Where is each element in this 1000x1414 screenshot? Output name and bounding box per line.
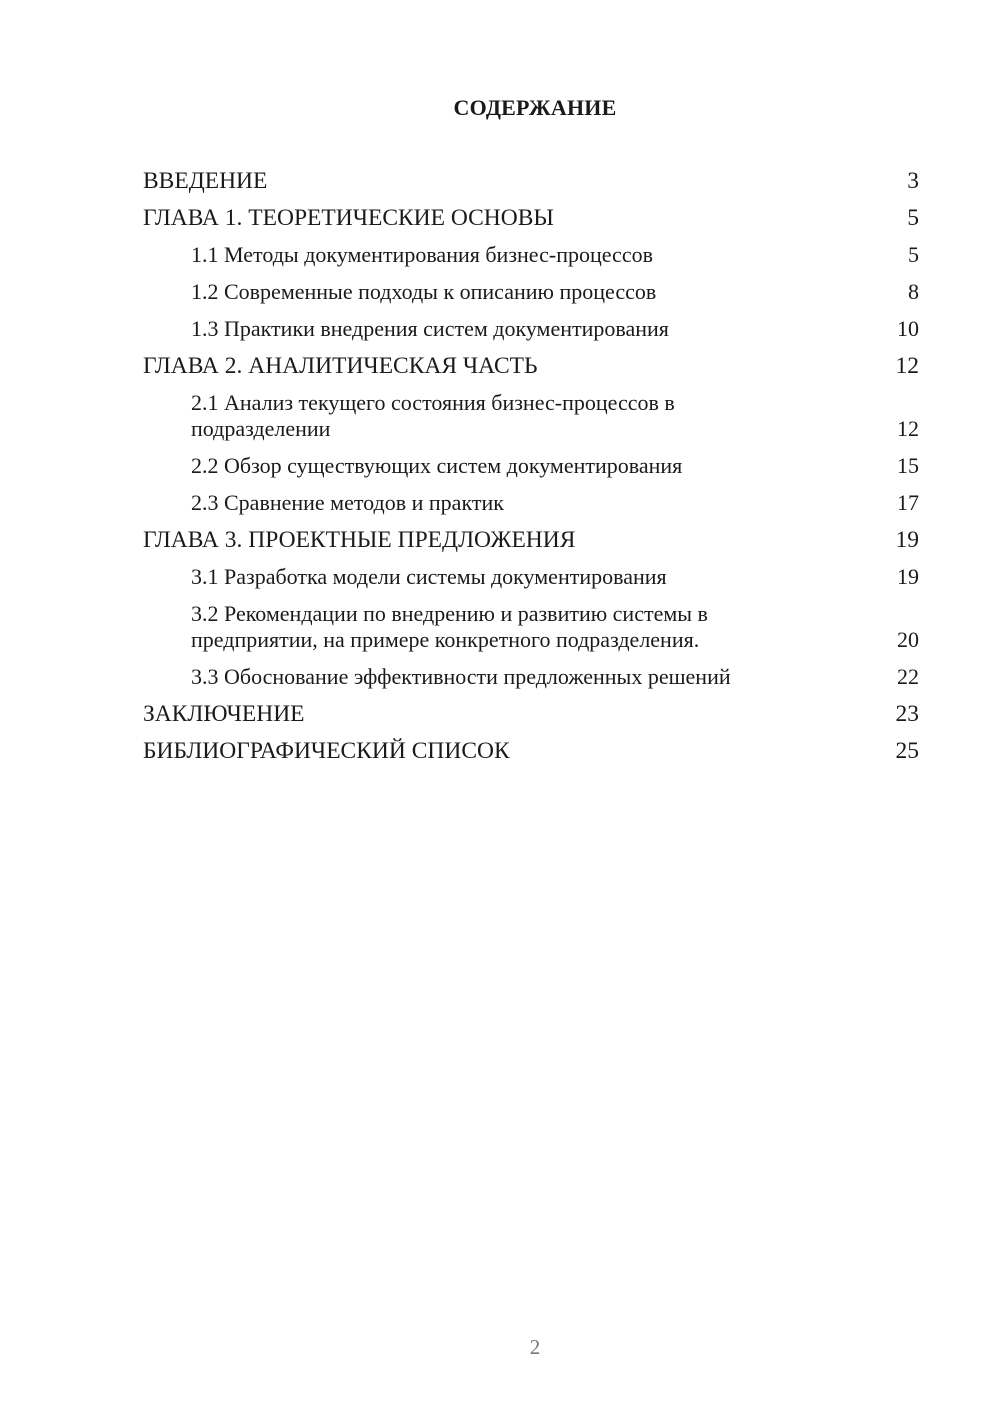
toc-entry-page: 3 <box>907 168 919 194</box>
toc-entry-page: 19 <box>897 564 919 589</box>
toc-entry[interactable] <box>143 205 919 231</box>
toc-subentry[interactable] <box>143 490 919 516</box>
toc-entry-page: 20 <box>897 627 919 652</box>
toc-entry-text: ЗАКЛЮЧЕНИЕ <box>143 701 305 727</box>
toc-entry[interactable] <box>143 527 919 553</box>
toc-subentry[interactable] <box>143 564 919 590</box>
toc-entry-page: 15 <box>897 453 919 478</box>
toc-entry[interactable] <box>143 168 919 194</box>
toc-subentry[interactable] <box>143 664 919 690</box>
toc-entry-text: 2.1 Анализ текущего состояния бизнес-процессов в подразделении <box>191 390 675 441</box>
toc-entry-page: 22 <box>897 664 919 689</box>
toc-entry-text: ВВЕДЕНИЕ <box>143 168 268 194</box>
toc-entry-text: ГЛАВА 2. АНАЛИТИЧЕСКАЯ ЧАСТЬ <box>143 353 538 379</box>
toc-subentry[interactable] <box>143 242 919 268</box>
toc-entry-page: 8 <box>908 279 919 304</box>
toc-entry-text: 3.2 Рекомендации по внедрению и развитию системы в предприятии, на примере конкретного подразделения. <box>191 601 708 652</box>
toc-subentry[interactable] <box>143 316 919 342</box>
toc-subentry[interactable] <box>143 390 919 442</box>
toc-entry-text: 1.2 Современные подходы к описанию процессов <box>191 279 657 304</box>
toc-entry-page: 19 <box>895 527 919 553</box>
toc-entry[interactable] <box>143 738 919 764</box>
toc-entry-page: 25 <box>895 738 919 764</box>
toc-entry-page: 17 <box>897 490 919 515</box>
toc-entry-page: 12 <box>895 353 919 379</box>
toc-entry-text: БИБЛИОГРАФИЧЕСКИЙ СПИСОК <box>143 738 510 764</box>
toc-entry-page: 10 <box>897 316 919 341</box>
toc-entry-text: 2.3 Сравнение методов и практик <box>191 490 504 515</box>
toc-entry-text: 3.3 Обоснование эффективности предложенных решений <box>191 664 731 689</box>
toc-entry-text: 3.1 Разработка модели системы документирования <box>191 564 667 589</box>
toc-entry-page: 23 <box>895 701 919 727</box>
page-number: 2 <box>529 1335 541 1359</box>
toc-subentry[interactable] <box>143 279 919 305</box>
toc-entry[interactable] <box>143 353 919 379</box>
toc-entry-page: 5 <box>907 205 919 231</box>
toc-entry[interactable] <box>143 701 919 727</box>
toc-entry-page: 12 <box>897 416 919 441</box>
toc-subentry[interactable] <box>143 601 919 653</box>
toc-entry-text: 1.1 Методы документирования бизнес-процессов <box>191 242 653 267</box>
toc-entry-page: 5 <box>908 242 919 267</box>
toc-entry-text: ГЛАВА 1. ТЕОРЕТИЧЕСКИЕ ОСНОВЫ <box>143 205 554 231</box>
toc-entry-text: ГЛАВА 3. ПРОЕКТНЫЕ ПРЕДЛОЖЕНИЯ <box>143 527 576 553</box>
toc-subentry[interactable] <box>143 453 919 479</box>
toc-entry-text: 2.2 Обзор существующих систем документирования <box>191 453 683 478</box>
toc-title: СОДЕРЖАНИЕ <box>453 95 617 120</box>
table-of-contents <box>143 168 919 775</box>
toc-entry-text: 1.3 Практики внедрения систем документирования <box>191 316 669 341</box>
